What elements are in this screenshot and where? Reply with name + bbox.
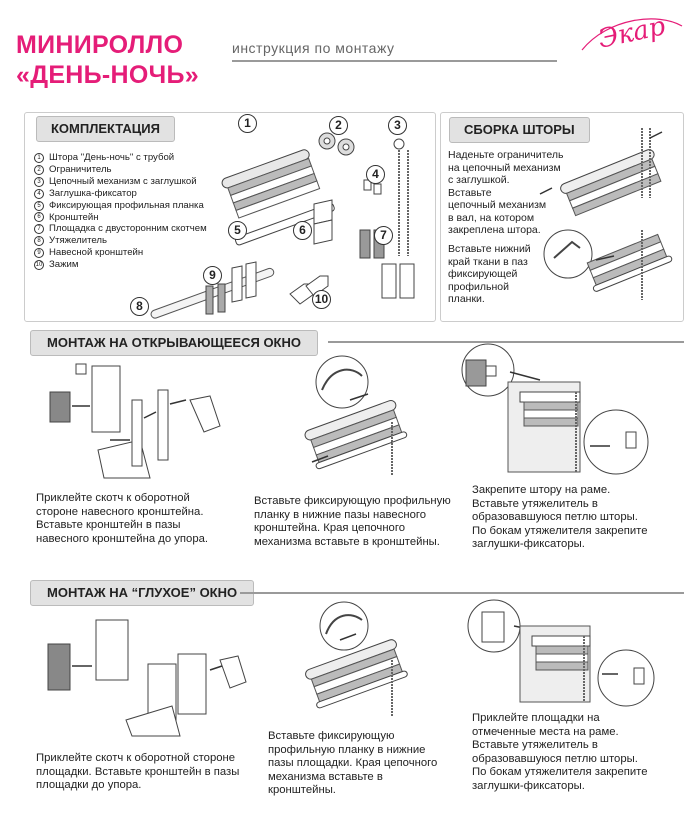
kit-item-label: Зажим bbox=[49, 259, 79, 271]
kit-item bbox=[34, 212, 234, 224]
kit-item-label: Штора "День-ночь" с трубой bbox=[49, 152, 175, 163]
callout-4: 4 bbox=[366, 165, 385, 184]
assembly-illustration bbox=[530, 118, 680, 314]
blind-step-1-text: Приклейте скотч к оборотной стороне площадки. Вставьте кронштейн в пазы площадки до упора. bbox=[36, 752, 240, 791]
brand-logo: Экар bbox=[595, 11, 668, 55]
callout-8: 8 bbox=[130, 297, 149, 316]
kit-item bbox=[34, 188, 234, 200]
kit-item-number: 2 bbox=[34, 165, 44, 175]
kit-item-label: Площадка с двусторонним скотчем bbox=[49, 223, 207, 235]
logo-swirl-icon bbox=[578, 16, 688, 56]
opening-step-3-illustration bbox=[440, 342, 670, 487]
opening-step-3-text: Закрепите штору на раме. Вставьте утяжелитель в образовавшуюся петлю шторы. По бокам утяжелителя закрепите заглушки-фиксаторы. bbox=[472, 484, 648, 550]
callout-7: 7 bbox=[374, 226, 393, 245]
kit-parts-illustration bbox=[214, 116, 434, 316]
title-line-1: МИНИРОЛЛО bbox=[16, 31, 184, 59]
kit-item-label: Ограничитель bbox=[49, 163, 112, 175]
blind-step-2-illustration bbox=[290, 600, 420, 725]
kit-item bbox=[34, 176, 234, 188]
kit-item-number: 6 bbox=[34, 212, 44, 222]
kit-item-number: 4 bbox=[34, 189, 44, 199]
kit-item-number: 3 bbox=[34, 177, 44, 187]
kit-item-number: 5 bbox=[34, 201, 44, 211]
kit-item-label: Заглушка-фиксатор bbox=[49, 187, 137, 199]
opening-step-1-text: Приклейте скотч к оборотной стороне навесного кронштейна. Вставьте кронштейн в пазы навесного кронштейна до упора. bbox=[36, 492, 209, 545]
kit-item bbox=[34, 235, 234, 247]
kit-item-label: Цепочный механизм с заглушкой bbox=[49, 175, 197, 187]
blind-step-3-text: Приклейте площадки на отмеченные места на раме. Вставьте утяжелитель в образовавшуюся петлю шторы. По бокам утяжелителя закрепите заглушки-фиксаторы. bbox=[472, 712, 648, 792]
blind-step-3-illustration bbox=[460, 596, 680, 706]
opening-step-2-illustration bbox=[292, 352, 422, 487]
assembly-text-2: Вставьте нижний край ткани в паз фиксирующей профильной планки. bbox=[448, 243, 531, 305]
kit-item-label: Фиксирующая профильная планка bbox=[49, 199, 204, 211]
kit-item-label: Кронштейн bbox=[49, 211, 99, 223]
blind-step-2-text: Вставьте фиксирующую профильную планку в нижние пазы площадки. Края цепочного механизма вставьте в кронштейны. bbox=[268, 730, 438, 796]
kit-list bbox=[34, 152, 234, 271]
callout-9: 9 bbox=[203, 266, 222, 285]
opening-step-2-text: Вставьте фиксирующую профильную планку в нижние пазы навесного кронштейна. Края цепочного механизма вставьте в кронштейны. bbox=[254, 495, 451, 548]
kit-item-number: 10 bbox=[35, 262, 43, 269]
callout-3: 3 bbox=[388, 116, 407, 135]
kit-item bbox=[34, 247, 234, 259]
assembly-text-1: Наденьте ограничитель на цепочный механизм с заглушкой. Вставьте цепочный механизм в вал, на котором закреплена штора. bbox=[448, 149, 564, 236]
kit-item bbox=[34, 164, 234, 176]
header-rule bbox=[232, 60, 557, 62]
callout-10: 10 bbox=[312, 290, 331, 309]
kit-item-number: 1 bbox=[34, 153, 44, 163]
kit-item bbox=[34, 152, 234, 164]
kit-item-label: Утяжелитель bbox=[49, 235, 107, 247]
kit-item-label: Навесной кронштейн bbox=[49, 247, 144, 259]
opening-heading: МОНТАЖ НА ОТКРЫВАЮЩЕЕСЯ ОКНО bbox=[30, 330, 318, 356]
blind-step-1-illustration bbox=[40, 610, 250, 740]
callout-6: 6 bbox=[293, 221, 312, 240]
kit-item bbox=[34, 200, 234, 212]
callout-2: 2 bbox=[329, 116, 348, 135]
kit-item-number: 8 bbox=[34, 236, 44, 246]
callout-5: 5 bbox=[228, 221, 247, 240]
kit-item-number: 9 bbox=[34, 248, 44, 258]
callout-1: 1 bbox=[238, 114, 257, 133]
kit-item-number: 7 bbox=[34, 224, 44, 234]
kit-item bbox=[34, 223, 234, 235]
opening-step-1-illustration bbox=[40, 360, 250, 485]
kit-heading: КОМПЛЕКТАЦИЯ bbox=[36, 116, 175, 142]
blind-heading: МОНТАЖ НА “ГЛУХОЕ” ОКНО bbox=[30, 580, 254, 606]
blind-rule bbox=[240, 592, 684, 594]
subtitle: инструкция по монтажу bbox=[232, 40, 395, 56]
title-line-2: «ДЕНЬ-НОЧЬ» bbox=[16, 61, 199, 89]
assembly-heading: СБОРКА ШТОРЫ bbox=[449, 117, 590, 143]
